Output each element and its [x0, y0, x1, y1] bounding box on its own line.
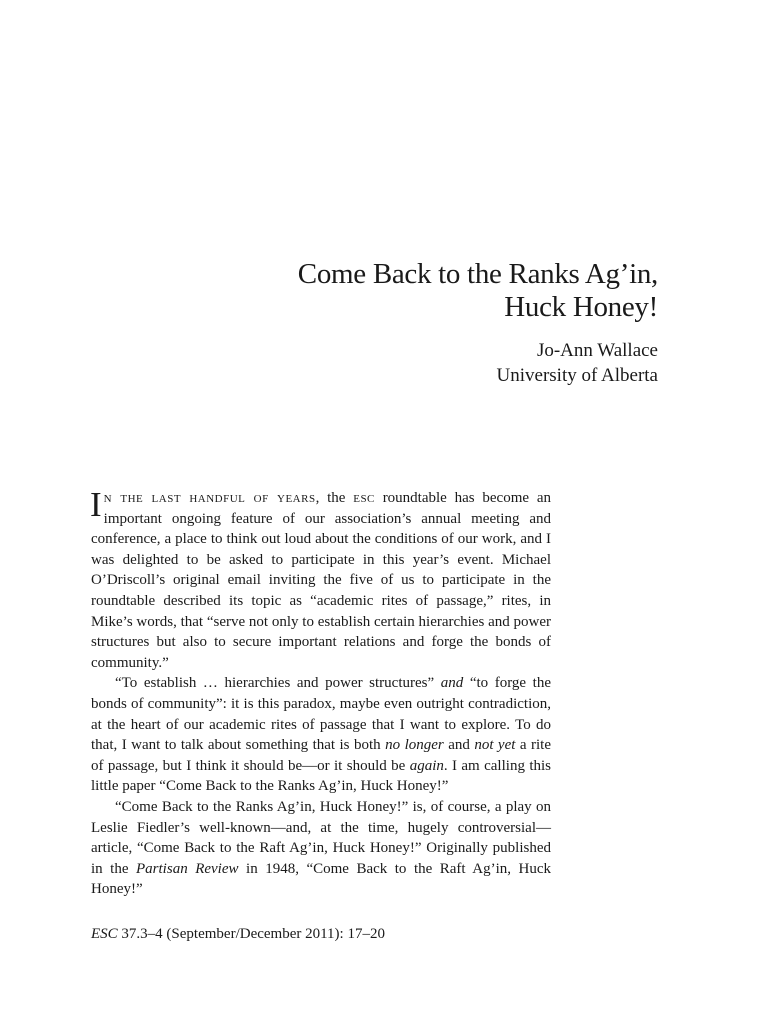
text-run: “Come Back to the Ranks Ag’in, Huck Honey!” is, of course, a play on Leslie Fiedler’s well-known—and, at the time, hugely controversial—article, “Come Back to the Raft Ag’in, Huck Honey!” Originally published in the [91, 798, 551, 877]
emphasis: again [409, 757, 444, 774]
citation-footer [91, 924, 385, 944]
text-run: , the [315, 490, 354, 506]
article-title-line1: Come Back to the Ranks Ag’in, [297, 258, 658, 290]
author-name: Jo-Ann Wallace [536, 340, 658, 361]
text-run: . I am calling this little paper “Come Back to the Ranks Ag’in, Huck Honey!” [91, 757, 552, 795]
lead-in-smallcaps: n the last handful of years [103, 490, 316, 506]
emphasis: Partisan Review [136, 860, 239, 877]
article-title [178, 258, 658, 324]
esc-smallcaps: esc [353, 490, 375, 506]
emphasis: no longer [385, 737, 444, 754]
journal-abbrev: ESC [91, 926, 118, 942]
emphasis: not yet [474, 737, 516, 754]
text-run: roundtable has become an important ongoing feature of our association’s annual meeting and conference, a place to think out loud about the conditions of our work, and I was delighted to be asked to participate in this year’s event. Michael O’Driscoll’s original email inviting the five of us to participate in the roundtable described its topic as “academic rites of passage,” rites, in Mike’s words, that “serve not only to establish certain hierarchies and power structures but also to secure important relations and forge the bonds of community.” [91, 490, 551, 671]
paragraph-2 [91, 673, 551, 797]
author-affiliation: University of Alberta [496, 365, 658, 386]
text-run: in 1948, “Come Back to the Raft Ag’in, Huck Honey!” [91, 860, 552, 898]
article-body [90, 485, 552, 900]
drop-cap: I [90, 485, 102, 524]
text-run: “to forge the bonds of community”: it is this paradox, maybe even outright contradiction, at the heart of our academic rites of passage that I want to explore. To do that, I want to talk about something that is both [91, 675, 551, 754]
citation-details: 37.3–4 (September/December 2011): 17–20 [117, 926, 385, 942]
article-title-line2: Huck Honey! [504, 291, 658, 323]
text-run: a rite of passage, but I think it should be—or it should be [91, 737, 551, 774]
paragraph-1 [90, 485, 551, 673]
text-run: and [443, 737, 475, 754]
article-header [178, 258, 658, 388]
paragraph-3 [91, 797, 551, 900]
text-run: “To establish … hierarchies and power structures” [115, 675, 441, 692]
emphasis: and [440, 675, 464, 692]
